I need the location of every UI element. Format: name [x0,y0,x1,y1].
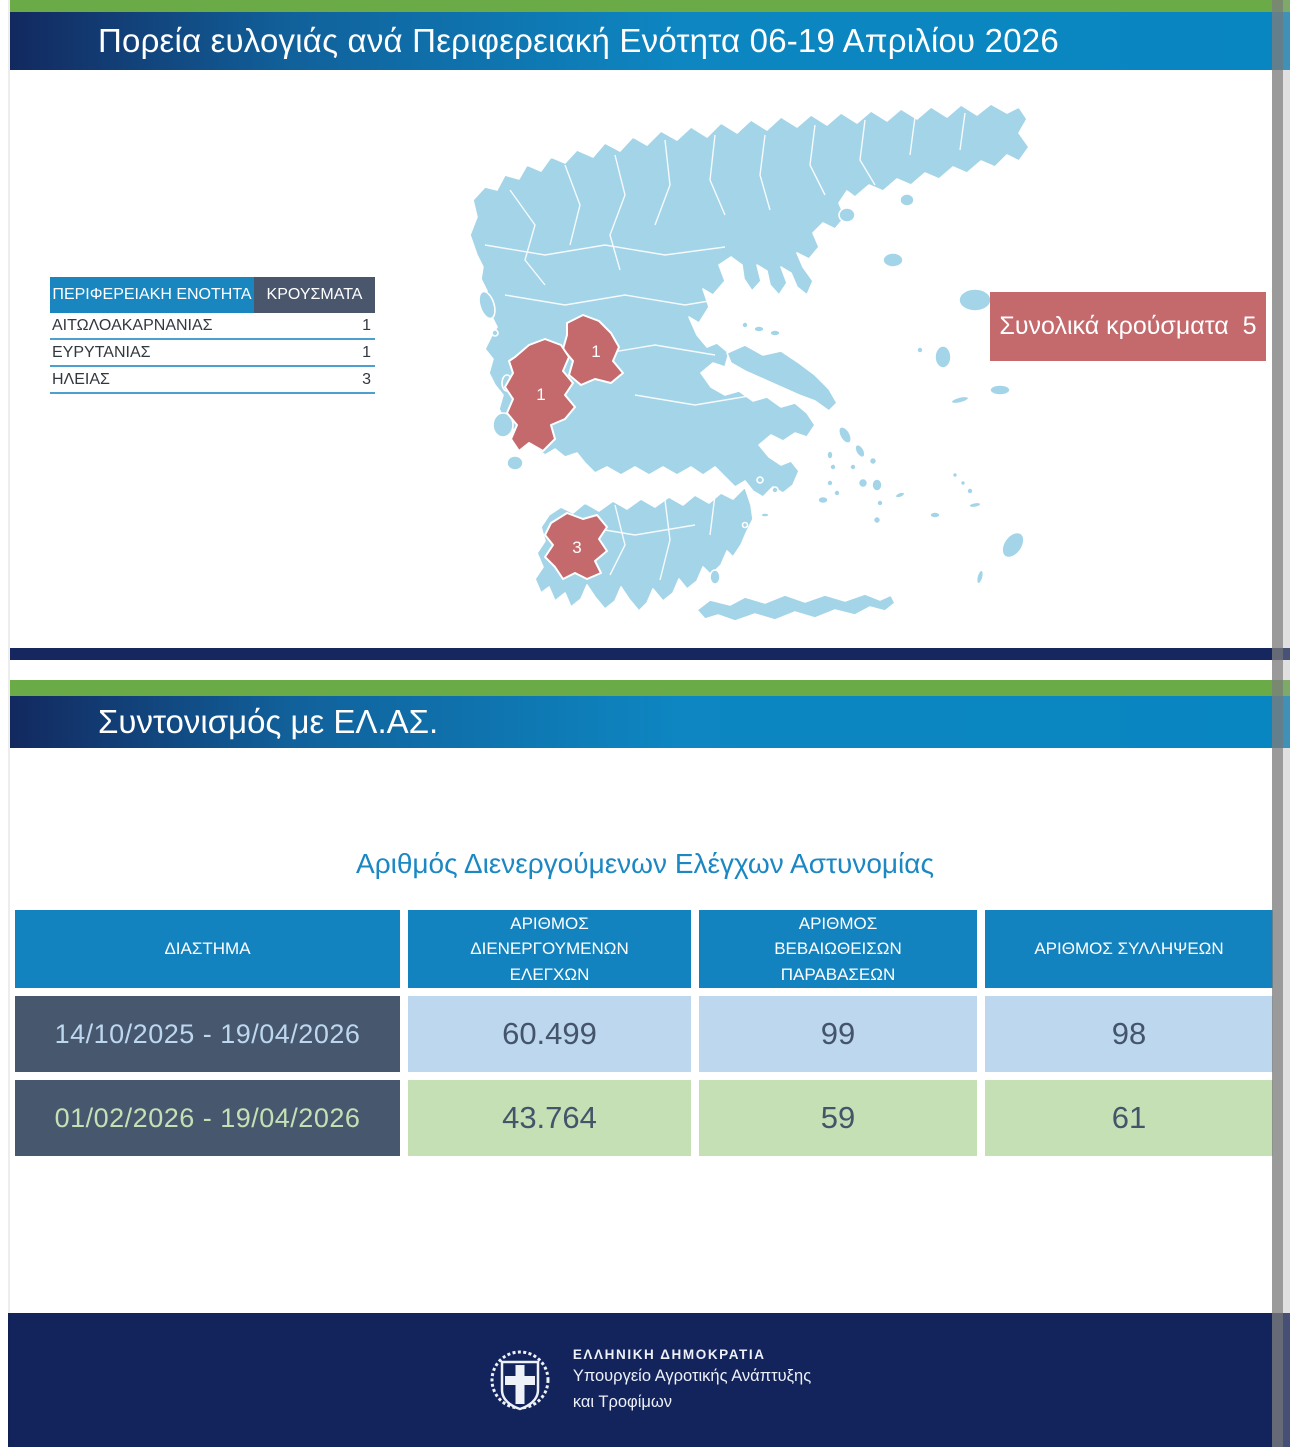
map-island [839,208,855,222]
region-cases: 3 [362,371,371,388]
greece-map [415,95,1185,655]
table-row [50,340,375,367]
map-island [883,253,903,267]
map-label-evrytania: 1 [591,342,601,361]
checks-section-title: Αριθμός Διενεργούμενων Ελέγχων Αστυνομίας [356,848,934,879]
map-island [761,513,769,517]
arrests-value: 98 [985,996,1273,1072]
region-name: ΑΙΤΩΛΟΑΚΑΡΝΑΝΙΑΣ [52,317,213,334]
map-island [850,464,856,470]
map-island [877,500,883,506]
map-island [917,347,923,353]
map-crete [697,594,895,621]
map-island [961,481,966,486]
cases-table-header-cases: ΚΡΟΥΣΜΑΤΑ [254,277,375,313]
region-name: ΗΛΕΙΑΣ [52,371,110,388]
map-island [894,491,905,499]
map-island [870,458,877,465]
footer-ministry-line2: και Τροφίμων [572,1392,673,1411]
cases-table [50,277,375,394]
map-island [710,570,720,584]
footer [8,1313,1290,1447]
cases-table-header-region: ΠΕΡΙΦΕΡΕΙΑΚΗ ΕΝΟΤΗΤΑ [50,277,254,313]
scrollbar-thumb[interactable] [1272,0,1283,1447]
total-cases-value: 5 [1242,312,1257,340]
map-island [900,194,914,206]
map-island [836,425,854,446]
map-island [951,395,970,405]
map-island [827,451,833,459]
page-left-edge [8,0,10,1447]
scrollbar-track [1283,0,1290,1447]
map-island [967,488,973,494]
table-row [50,313,375,340]
map-island [874,517,881,524]
map-island [830,464,836,470]
map-island [953,473,958,478]
checks-header-arrests: ΑΡΙΘΜΟΣ ΣΥΛΛΗΨΕΩΝ [985,910,1273,988]
map-island [969,501,982,508]
checks-value: 43.764 [408,1080,691,1156]
map-island [757,477,763,483]
cases-table-header [50,277,375,313]
region-name: ΕΥΡΥΤΑΝΙΑΣ [52,344,151,361]
total-cases-badge [990,292,1266,361]
map-island [754,326,764,332]
section1-title: Πορεία ευλογιάς ανά Περιφερειακή Ενότητα 06-19 Απριλίου 2026 [98,22,1059,59]
map-island [742,322,748,328]
map-island [507,456,523,470]
section2-title: Συντονισμός με ΕΛ.ΑΣ. [98,703,439,740]
map-island [818,497,828,504]
map-island [772,487,778,493]
total-cases-label: Συνολικά κρούσματα [999,312,1229,340]
checks-header-violations: ΑΡΙΘΜΟΣ ΒΕΒΑΙΩΘΕΙΣΩΝ ΠΑΡΑΒΑΣΕΩΝ [699,910,977,988]
hellenic-republic-emblem-icon [487,1340,553,1420]
checks-value: 60.499 [408,996,691,1072]
violations-value: 99 [699,996,977,1072]
map-island [492,330,498,336]
map-island [827,480,833,486]
map-island [990,385,1010,395]
top-green-band [10,0,1290,12]
section1-header [10,12,1290,70]
table-row [50,367,375,394]
map-island [935,346,951,368]
map-island [998,528,1029,561]
map-island [859,479,868,488]
footer-republic-line: ΕΛΛΗΝΙΚΗ ΔΗΜΟΚΡΑΤΙΑ [572,1347,766,1363]
map-label-ileia: 3 [572,538,582,557]
checks-header-period: ΔΙΑΣΤΗΜΑ [15,910,400,988]
navy-divider-band [10,648,1290,660]
mid-green-band [10,680,1290,696]
map-island [930,512,940,518]
region-cases: 1 [362,317,371,334]
map-label-aitoloakarnania: 1 [536,385,546,404]
map-island [975,569,984,584]
violations-value: 59 [699,1080,977,1156]
map-island [853,443,867,459]
arrests-value: 61 [985,1080,1273,1156]
checks-table [15,910,1273,1156]
period-cell: 14/10/2025 - 19/04/2026 [15,996,400,1072]
footer-ministry-line1: Υπουργείο Αγροτικής Ανάπτυξης [572,1367,812,1386]
checks-header-checks: ΑΡΙΘΜΟΣ ΔΙΕΝΕΡΓΟΥΜΕΝΩΝ ΕΛΕΓΧΩΝ [408,910,691,988]
map-island [872,479,882,491]
region-cases: 1 [362,344,371,361]
map-island [959,289,991,311]
section2-header [10,696,1290,748]
map-island [770,330,780,336]
map-island [834,490,840,496]
map-island [743,523,748,528]
period-cell: 01/02/2026 - 19/04/2026 [15,1080,400,1156]
